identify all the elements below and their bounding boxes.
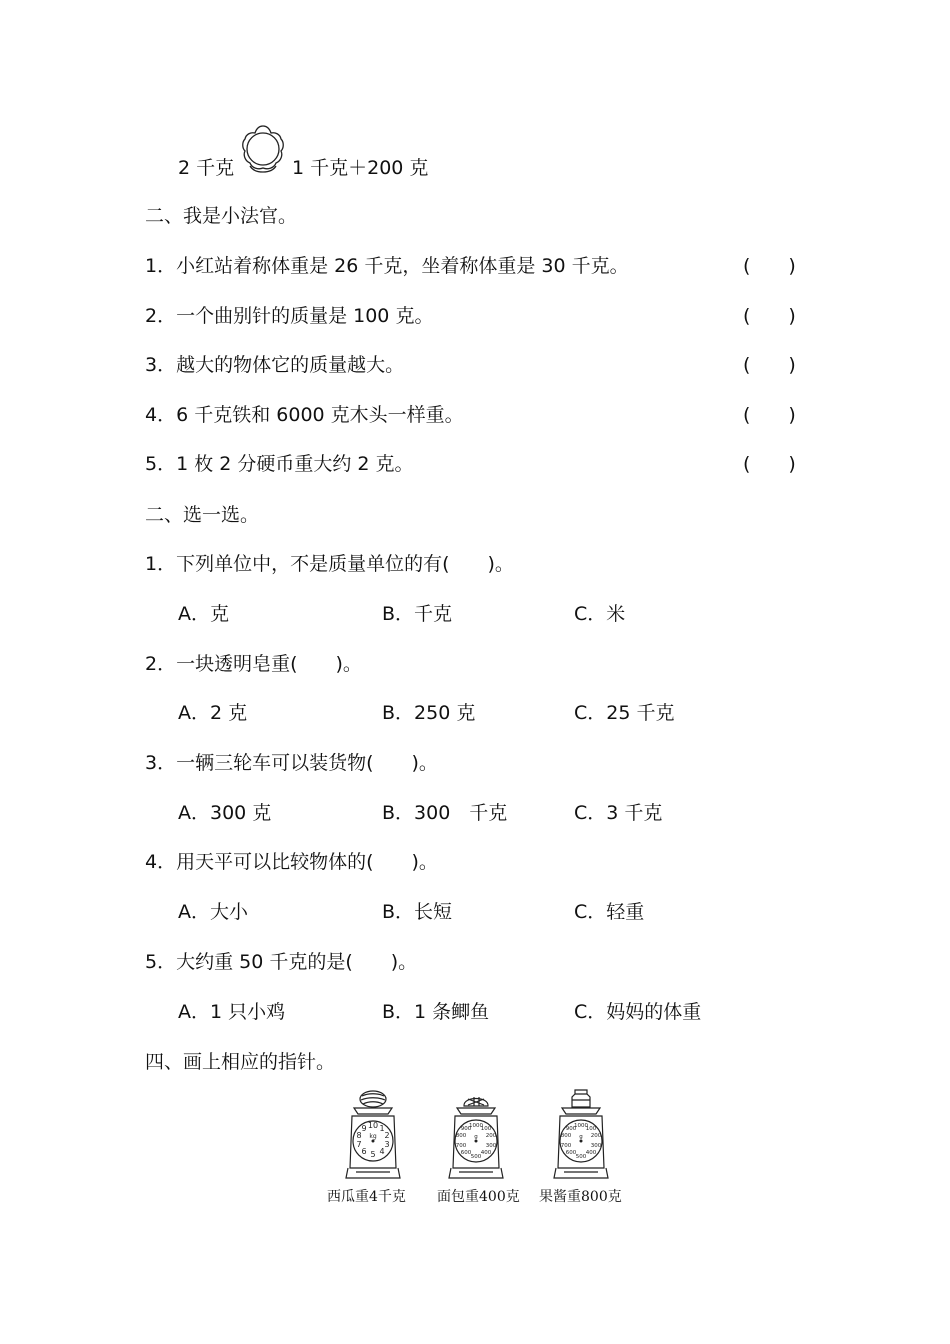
scale-caption-bread: 面包重400克 <box>437 1189 520 1205</box>
scale-caption-jam: 果酱重800克 <box>539 1189 622 1205</box>
question-num: 3． <box>145 752 177 774</box>
dial-label: 100 <box>585 1126 597 1132</box>
judge-answer-2[interactable]: ( ) <box>743 305 796 327</box>
option-b[interactable]: B．250 克 <box>382 702 476 724</box>
dial-label: 5 <box>370 1150 376 1159</box>
dial-label: 2 <box>384 1131 390 1140</box>
option-b[interactable]: B．300 千克 <box>382 802 508 824</box>
dial-label: 100 <box>480 1126 492 1132</box>
option-c[interactable]: C．轻重 <box>574 901 645 923</box>
dial-label: 6 <box>361 1147 367 1156</box>
option-a[interactable]: A．300 克 <box>178 802 272 824</box>
judge-text: 越大的物体它的质量越大。 <box>176 354 405 376</box>
option-c[interactable]: C．25 千克 <box>574 702 675 724</box>
option-b[interactable]: B．1 条鲫鱼 <box>382 1001 490 1023</box>
section-choose-title: 二、选一选。 <box>145 504 260 526</box>
judge-num: 5． <box>145 453 177 475</box>
choose-question-3 <box>145 751 438 775</box>
option-c[interactable]: C．妈妈的体重 <box>574 1001 702 1023</box>
judge-num: 2． <box>145 305 177 327</box>
judge-answer-4[interactable]: ( ) <box>743 404 796 426</box>
option-b[interactable]: B．长短 <box>382 901 453 923</box>
judge-text: 一个曲别针的质量是 100 克。 <box>176 305 434 327</box>
judge-item-2 <box>145 304 433 328</box>
dial-label: 4 <box>379 1147 385 1156</box>
dial-unit: g <box>474 1134 478 1140</box>
judge-item-5 <box>145 452 414 476</box>
dial-label: 1000 <box>469 1123 483 1129</box>
dial-label: 300 <box>590 1143 602 1149</box>
dial-label: 400 <box>480 1150 492 1156</box>
dial-label: 400 <box>585 1150 597 1156</box>
judge-answer-5[interactable]: ( ) <box>743 453 796 475</box>
question-num: 5． <box>145 951 177 973</box>
question-num: 1． <box>145 553 177 575</box>
dial-label: 300 <box>485 1143 497 1149</box>
judge-text: 小红站着称体重是 26 千克，坐着称体重是 30 千克。 <box>176 255 629 277</box>
dial-label: 200 <box>485 1133 497 1139</box>
option-a[interactable]: A．1 只小鸡 <box>178 1001 286 1023</box>
option-c[interactable]: C．3 千克 <box>574 802 663 824</box>
dial-unit: g <box>579 1134 583 1140</box>
dial-label: 1000 <box>574 1123 588 1129</box>
question-num: 2． <box>145 653 177 675</box>
flower-blank-icon[interactable] <box>238 120 288 176</box>
judge-num: 1． <box>145 255 177 277</box>
dial-label: 900 <box>565 1126 577 1132</box>
question-num: 4． <box>145 851 177 873</box>
dial-label: 800 <box>560 1133 572 1139</box>
dial-label: 200 <box>590 1133 602 1139</box>
judge-num: 3． <box>145 354 177 376</box>
option-a[interactable]: A．2 克 <box>178 702 248 724</box>
dial-label: 900 <box>460 1126 472 1132</box>
compare-left: 2 千克 <box>178 157 235 179</box>
option-c[interactable]: C．米 <box>574 603 626 625</box>
choose-question-5 <box>145 950 417 974</box>
dial-label: 9 <box>361 1124 367 1133</box>
section-judge-title: 二、我是小法官。 <box>145 205 298 227</box>
dial-label: 1 <box>379 1124 385 1133</box>
compare-right: 1 千克＋200 克 <box>292 157 429 179</box>
dial-unit: kg <box>369 1133 377 1140</box>
judge-num: 4． <box>145 404 177 426</box>
choose-question-1 <box>145 552 514 576</box>
choose-question-4 <box>145 850 438 874</box>
question-text: 大约重 50 千克的是( )。 <box>176 951 418 973</box>
judge-item-1 <box>145 254 629 278</box>
judge-text: 1 枚 2 分硬币重大约 2 克。 <box>176 453 414 475</box>
scale-bread[interactable] <box>441 1086 511 1184</box>
judge-text: 6 千克铁和 6000 克木头一样重。 <box>176 404 464 426</box>
choose-question-2 <box>145 652 362 676</box>
question-text: 用天平可以比较物体的( )。 <box>176 851 438 873</box>
judge-item-3 <box>145 353 404 377</box>
section-draw-title: 四、画上相应的指针。 <box>145 1051 336 1073</box>
jam-jar-icon <box>572 1090 590 1107</box>
question-text: 下列单位中，不是质量单位的有( )。 <box>176 553 514 575</box>
scale-jam[interactable] <box>546 1086 616 1184</box>
dial-label: 800 <box>455 1133 467 1139</box>
dial-label: 500 <box>470 1154 482 1160</box>
dial-label: 3 <box>384 1140 390 1149</box>
dial-label: 700 <box>560 1143 572 1149</box>
scale-caption-watermelon: 西瓜重4千克 <box>327 1189 406 1205</box>
dial-label: 8 <box>356 1131 362 1140</box>
question-text: 一辆三轮车可以装货物( )。 <box>176 752 438 774</box>
option-b[interactable]: B．千克 <box>382 603 453 625</box>
scale-watermelon[interactable] <box>338 1086 408 1184</box>
judge-answer-1[interactable]: ( ) <box>743 255 796 277</box>
dial-label: 500 <box>575 1154 587 1160</box>
judge-answer-3[interactable]: ( ) <box>743 354 796 376</box>
dial-label: 10 <box>367 1121 379 1130</box>
dial-label: 600 <box>460 1150 472 1156</box>
question-text: 一块透明皂重( )。 <box>176 653 362 675</box>
dial-label: 700 <box>455 1143 467 1149</box>
option-a[interactable]: A．大小 <box>178 901 248 923</box>
option-a[interactable]: A．克 <box>178 603 229 625</box>
dial-label: 7 <box>356 1140 362 1149</box>
judge-item-4 <box>145 403 464 427</box>
dial-label: 600 <box>565 1150 577 1156</box>
